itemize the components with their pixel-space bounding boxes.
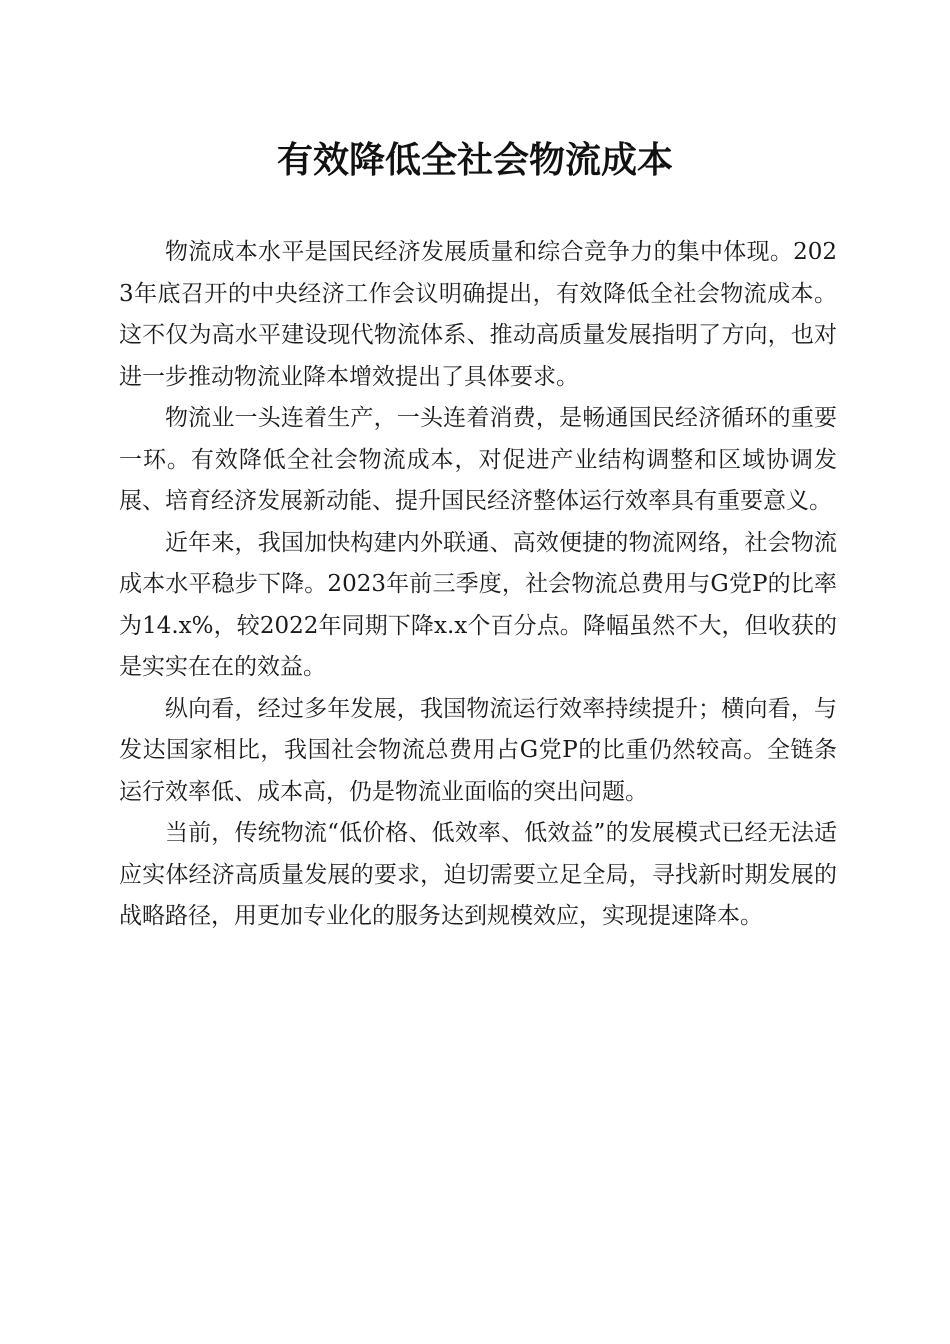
document-title: 有效降低全社会物流成本 — [276, 139, 673, 181]
document-body — [119, 232, 837, 938]
paragraph: 纵向看，经过多年发展，我国物流运行效率持续提升；横向看，与发达国家相比，我国社会物流总费用占G党P的比重仍然较高。全链条运行效率低、成本高，仍是物流业面临的突出问题。 — [119, 695, 837, 805]
paragraph: 物流成本水平是国民经济发展质量和综合竞争力的集中体现。2023年底召开的中央经济工作会议明确提出，有效降低全社会物流成本。这不仅为高水平建设现代物流体系、推动高质量发展指明了方向，也对进一步推动物流业降本增效提出了具体要求。 — [119, 239, 837, 390]
paragraph: 当前，传统物流“低价格、低效率、低效益”的发展模式已经无法适应实体经济高质量发展的要求，迫切需要立足全局，寻找新时期发展的战略路径，用更加专业化的服务达到规模效应，实现提速降本。 — [119, 820, 837, 929]
paragraph: 近年来，我国加快构建内外联通、高效便捷的物流网络，社会物流成本水平稳步下降。2023年前三季度，社会物流总费用与G党P的比率为14.x%，较2022年同期下降x.x个百分点。降幅虽然不大，但收获的是实实在在的效益。 — [119, 529, 837, 680]
paragraph: 物流业一头连着生产，一头连着消费，是畅通国民经济循环的重要一环。有效降低全社会物流成本，对促进产业结构调整和区域协调发展、培育经济发展新动能、提升国民经济整体运行效率具有重要意义。 — [119, 405, 837, 514]
